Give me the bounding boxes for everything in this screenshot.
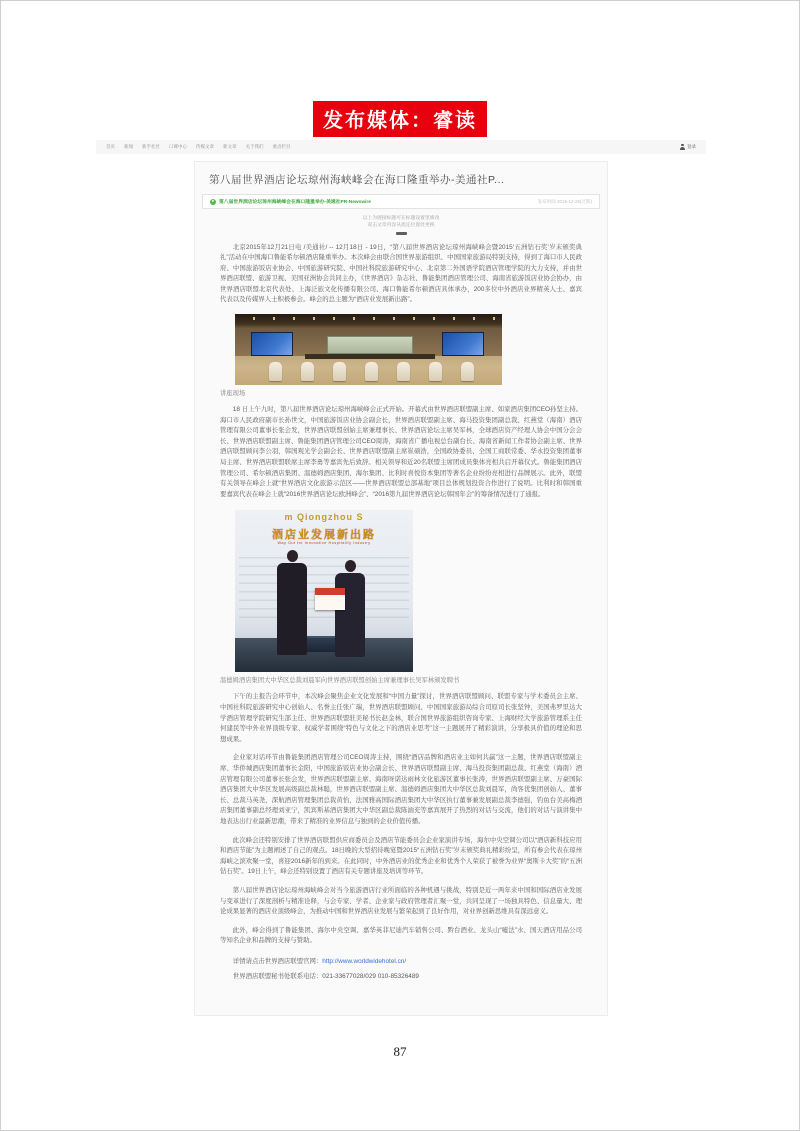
chair — [429, 362, 442, 381]
chair — [269, 362, 282, 381]
nav-item-about[interactable]: 关于我们 — [245, 144, 264, 149]
nav-item-home[interactable]: 首页 — [106, 144, 115, 149]
contact-line: 世界酒店联盟秘书处联系电话：021-33677028/029 010-85326489 — [232, 972, 419, 980]
nav-item-center[interactable]: 口碑中心 — [169, 144, 187, 149]
paragraph-4: 企业家对话环节由鲁能集团酒店管理公司CEO周涛主持，围绕“酒店品牌和酒店业主如何共赢”这一主题，世界酒店联盟副主席、华侨城酒店集团董事长金阳，中国旅游饭店业协会副会长、世界酒店联盟副主席、海马投资集团副总裁、红燕堂（海南）酒店管理有限公司董事长张会发，世界酒店联盟副主席、海南呀诺达雨林文化旅游区董事长张涛，世界酒店联盟副主席、万豪国际酒店集团大中华区发展高级副总裁林聪，世界酒店联盟副主席、温德姆酒店集团大中华区总裁刘晨军，尚客优集团创始人、董事长、总裁马英尧，深航酒店管理集团总裁黄怡，法国雅高国际酒店集团大中华区执行董事兼发展副总裁李德强，钓鱼台美高梅酒店集团董事副总经理刘亚宁，凯宾斯基酒店集团大中华区副总裁陈湎充等嘉宾展开了热烈的对话与交流，他们的对话与演讲集中地表达出行业最新思潮，带来了精准的业界信息与独到的企业价值传播。 — [220, 754, 582, 825]
collapse-handle[interactable] — [396, 232, 407, 235]
nav-item-newbie[interactable]: 新手社区 — [142, 144, 160, 149]
chair — [365, 362, 378, 381]
chair — [333, 362, 346, 381]
person-body — [277, 563, 307, 655]
publish-media-banner: 发布媒体：睿读 — [313, 101, 487, 137]
projection-screen-right — [442, 332, 484, 356]
official-site-link[interactable]: http://www.worldwidehotel.cn/ — [322, 957, 407, 965]
certificate — [315, 588, 345, 610]
page-number: 87 — [393, 1044, 407, 1059]
chair — [301, 362, 314, 381]
person-left-silhouette — [277, 550, 307, 655]
user-icon — [680, 144, 685, 150]
article-card — [194, 161, 608, 1016]
official-site-label: 详情请点击世界酒店联盟官网： — [232, 957, 323, 965]
share-icon — [210, 199, 216, 205]
backdrop-english-title: m Qiongzhou S — [284, 512, 364, 523]
login-button[interactable] — [680, 144, 696, 150]
paragraph-3: 下午的主报告会环节中，本次峰会聚焦企业文化发展和“中国力量”探讨，世界酒店联盟顾问、联盟专家与学术委员会主席、中国社科院旅游研究中心创始人、名誉主任张广瑞，世界酒店联盟顾问、中国国家旅游局综合司原司长张坚钟，美国弗罗里达大学酒店管理学院研究生部主任、世界酒店联盟驻美秘书长赵金林，联合国世界旅游组织咨询专家、上海财经大学旅游管理系主任何建民等中外业界顶级专家、权威学者围绕“特色与文化之下的酒店业思考”这一主题展开了精彩演讲，分享极具价值的理论和思想成果。 — [220, 693, 582, 743]
person-body — [335, 573, 365, 657]
paragraph-6: 第八届世界酒店论坛琼州海峡峰会对当今旅游酒店行业所面临的各种机遇与挑战，特别是近一两年来中国和国际酒店业发展与变革进行了深度剖析与精准诠释，与会专家、学者、企业家与政府管理者汇聚一堂，共同呈现了一场独具特色、信息量大、理论成果显著的酒店业顶级峰会，为推动中国和世界酒店业发展与繁荣起到了良好作用，对业界创新思维具有深远意义。 — [220, 886, 582, 916]
source-link[interactable]: 第八届世界酒店论坛琼州海峡峰会在海口隆重举办-美通社PR-Newswire — [219, 200, 371, 205]
photo1-caption: 讲座现场 — [220, 390, 246, 398]
projection-screen-left — [251, 332, 293, 356]
edit-note-1: 以上为链接标题可在标题设置里修改 — [362, 216, 440, 221]
person-head — [345, 560, 356, 572]
stage-backdrop — [327, 336, 413, 354]
person-head — [287, 550, 298, 562]
conference-hall-photo — [235, 314, 502, 385]
official-site-line — [220, 956, 582, 965]
backdrop-subtitle: Way Out for Innovative Hospitality Industry — [277, 541, 371, 546]
nav-item-news[interactable]: 新闻 — [124, 144, 133, 149]
login-label: 登录 — [687, 144, 696, 149]
photo-ceiling-lights — [235, 317, 502, 320]
paragraph-7: 此外，峰会得到了鲁能集团、海尔中央空调、嘉华英菲尼迪汽车销售公司、黔台酒业、龙头山“嘘法”水、国天酒店用品公司等知名企业和品牌的支持与赞助。 — [220, 926, 582, 945]
chair — [461, 362, 474, 381]
head-table — [305, 354, 435, 359]
source-meta: 发布时间 2015-12-25(过期) — [537, 198, 592, 204]
edit-note-2: 双击文章内容从指定位置处更换 — [367, 223, 435, 228]
nav-item-topics[interactable]: 重点栏目 — [272, 144, 291, 149]
source-link-box — [202, 194, 600, 209]
article-title: 第八届世界酒店论坛琼州海峡峰会在海口隆重举办-美通社P... — [209, 174, 505, 186]
chair — [397, 362, 410, 381]
backdrop-chinese-heading: 酒店业发展新出路 — [272, 529, 376, 542]
award-ceremony-photo — [235, 510, 413, 672]
paragraph-1: 北京2015年12月21日电 /美通社/ -- 12月18日 - 19日，“第八届世界酒店论坛琼州海峡峰会暨2015‘五洲钻石奖’岁末颁奖典礼”活动在中国海口鲁能希尔顿酒店隆重举办。本次峰会由联合国世界旅游组织、中国国家旅游局特别支持，得到了海口市人民政府、中国旅游饭店业协会、中国旅游研究院、中国社科院旅游研究中心、北京第二外国语学院酒店管理学院的大力支持，并由世界酒店联盟、旅游卫视、美国亚洲协会共同主办，《世界酒店》杂志社、鲁能集团酒店管理公司、海南省旅游饭店业协会协办，由世界酒店联盟北京代表处、上海泛旅文化传播有限公司、海口鲁能希尔顿酒店具体承办，200多位中外酒店业界精英人士、嘉宾代表以及传媒界人士积极参会。峰会的总主题为“酒店业发展新出路”。 — [220, 243, 582, 304]
nav-item-article[interactable]: 新文章 — [223, 144, 237, 149]
browser-nav-bar — [96, 140, 706, 154]
paragraph-2: 18 日上午九时，第八届世界酒店论坛琼州海峡峰会正式开始。开幕式由世界酒店联盟副主席、如家酒店集团CEO孙坚主持。海口市人民政府副市长孙世文，中国旅游饭店业协会副会长，世界酒店联盟副主席、海马投资集团副总裁、红燕堂（海南）酒店管理有限公司董事长张会发，世界酒店联盟创始主席兼理事长、世界酒店论坛主席吴军林，全球酒店资产经理人协会中国分会会长、世界酒店联盟副主席、鲁能集团酒店管理公司CEO周涛，海南省广播电视总台副台长、海南省新闻工作者协会副主席、世界酒店联盟顾问李公羽，韩国观光学会副会长、世界酒店联盟副主席崔硕浩，全国政协委员、全国工商联常委、华永投资集团董事局主席、世界酒店联盟联席主席李勇等嘉宾先后致辞。相关领导和近20名联盟主席团成员集体亮相共启开幕仪式。鲁能集团酒店管理公司、希尔顿酒店集团、温德姆酒店集团、海尔集团、比利时喜悦资本集团等著名企业纷纷亮相进行品牌展示。此外，联盟有关领导在峰会上就“世界酒店文化旅游示范区——世界酒店联盟总部基地”项目总体规划投资合作进行了说明。比利时和韩国重要嘉宾代表在峰会上就“2016世界酒店论坛欧洲峰会”、“2016第九届世界酒店论坛韩国年会”的筹备情况进行了通报。 — [220, 406, 582, 498]
nav-item-media[interactable]: 传媒文章 — [196, 144, 214, 149]
photo2-caption: 温德姆酒店集团大中华区总裁刘晨军向世界酒店联盟创始主席兼理事长吴军林颁发聘书 — [220, 677, 460, 685]
paragraph-5: 此次峰会还特别安排了世界酒店联盟供应商委员会及酒店节能委员会企业家演讲专场，海尔中央空调公司以“酒店新科技应用和酒店节能”为主题阐述了自己的观点。18日晚的大型招待晚宴暨2015“五洲钻石奖”岁末颁奖典礼精彩纷呈，所有参会代表在琼州海峡之滨欢聚一堂，喜迎2016新年的到来。在此同时，中外酒店业的优秀企业和优秀个人荣获了被誉为业界“奥斯卡大奖”的“五洲钻石奖”。19日上午，峰会还特别设置了酒店有关专题讲座及培训等环节。 — [220, 836, 582, 876]
